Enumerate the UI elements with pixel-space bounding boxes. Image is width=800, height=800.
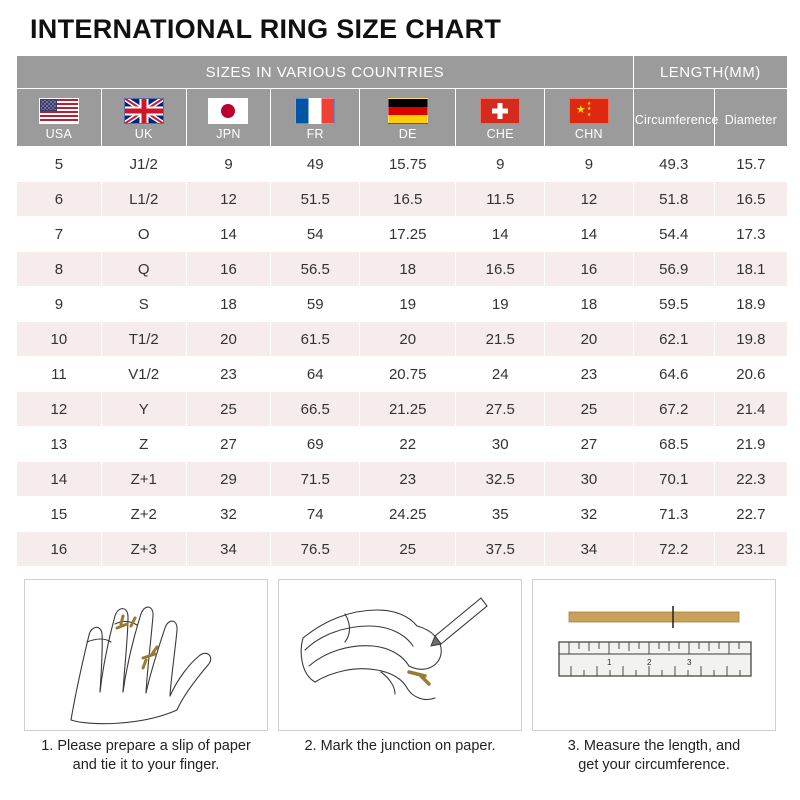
cell-jpn: 16 bbox=[186, 252, 271, 287]
cell-che: 11.5 bbox=[456, 182, 545, 217]
table-row bbox=[17, 182, 788, 217]
country-code-fr: FR bbox=[306, 126, 324, 141]
header-group-row bbox=[17, 56, 788, 89]
cell-diameter: 17.3 bbox=[714, 217, 787, 252]
cell-jpn: 12 bbox=[186, 182, 271, 217]
svg-text:3: 3 bbox=[687, 658, 692, 667]
cell-diameter: 18.1 bbox=[714, 252, 787, 287]
cell-de: 23 bbox=[360, 462, 456, 497]
column-header-uk bbox=[101, 89, 186, 147]
cell-fr: 69 bbox=[271, 427, 360, 462]
cell-uk: Z+2 bbox=[101, 497, 186, 532]
ruler-measuring-paper-illustration bbox=[532, 579, 776, 731]
page-title: INTERNATIONAL RING SIZE CHART bbox=[30, 14, 502, 44]
cell-che: 35 bbox=[456, 497, 545, 532]
cell-fr: 61.5 bbox=[271, 322, 360, 357]
cell-de: 22 bbox=[360, 427, 456, 462]
step-3 bbox=[532, 579, 776, 775]
cell-jpn: 14 bbox=[186, 217, 271, 252]
table-row bbox=[17, 322, 788, 357]
table-row bbox=[17, 532, 788, 567]
cell-diameter: 20.6 bbox=[714, 357, 787, 392]
step-2-line1: 2. Mark the junction on paper. bbox=[304, 738, 496, 754]
cell-che: 16.5 bbox=[456, 252, 545, 287]
cell-uk: Z bbox=[101, 427, 186, 462]
cell-circumference: 72.2 bbox=[633, 532, 714, 567]
svg-text:1: 1 bbox=[607, 658, 612, 667]
column-header-jpn bbox=[186, 89, 271, 147]
cell-jpn: 32 bbox=[186, 497, 271, 532]
cell-fr: 51.5 bbox=[271, 182, 360, 217]
cell-chn: 18 bbox=[545, 287, 634, 322]
cell-chn: 9 bbox=[545, 147, 634, 182]
cell-chn: 27 bbox=[545, 427, 634, 462]
china-flag-icon: ★ ★ ★ ★ bbox=[569, 98, 609, 124]
cell-usa: 13 bbox=[17, 427, 102, 462]
cell-jpn: 34 bbox=[186, 532, 271, 567]
header-group-length: LENGTH(MM) bbox=[633, 56, 787, 89]
country-code-uk: UK bbox=[134, 126, 153, 141]
cell-chn: 32 bbox=[545, 497, 634, 532]
cell-usa: 5 bbox=[17, 147, 102, 182]
cell-circumference: 54.4 bbox=[633, 217, 714, 252]
cell-fr: 49 bbox=[271, 147, 360, 182]
cell-uk: J1/2 bbox=[101, 147, 186, 182]
cell-circumference: 68.5 bbox=[633, 427, 714, 462]
cell-jpn: 23 bbox=[186, 357, 271, 392]
step-2 bbox=[278, 579, 522, 775]
usa-flag-icon bbox=[39, 98, 79, 124]
cell-circumference: 70.1 bbox=[633, 462, 714, 497]
cell-diameter: 23.1 bbox=[714, 532, 787, 567]
column-header-fr bbox=[271, 89, 360, 147]
cell-diameter: 16.5 bbox=[714, 182, 787, 217]
cell-uk: V1/2 bbox=[101, 357, 186, 392]
step-1-line1: 1. Please prepare a slip of paper bbox=[41, 738, 251, 754]
cell-de: 18 bbox=[360, 252, 456, 287]
cell-de: 19 bbox=[360, 287, 456, 322]
cell-circumference: 67.2 bbox=[633, 392, 714, 427]
cell-usa: 16 bbox=[17, 532, 102, 567]
table-row bbox=[17, 217, 788, 252]
cell-diameter: 18.9 bbox=[714, 287, 787, 322]
step-3-line2: get your circumference. bbox=[578, 757, 730, 773]
column-header-chn bbox=[545, 89, 634, 147]
cell-jpn: 25 bbox=[186, 392, 271, 427]
cell-circumference: 59.5 bbox=[633, 287, 714, 322]
instruction-steps bbox=[0, 567, 800, 775]
table-row bbox=[17, 427, 788, 462]
table-row bbox=[17, 497, 788, 532]
column-header-che bbox=[456, 89, 545, 147]
cell-de: 21.25 bbox=[360, 392, 456, 427]
uk-flag-icon bbox=[124, 98, 164, 124]
cell-jpn: 27 bbox=[186, 427, 271, 462]
country-code-usa: USA bbox=[45, 126, 73, 141]
table-row bbox=[17, 252, 788, 287]
cell-diameter: 22.7 bbox=[714, 497, 787, 532]
cell-usa: 10 bbox=[17, 322, 102, 357]
cell-che: 19 bbox=[456, 287, 545, 322]
cell-circumference: 56.9 bbox=[633, 252, 714, 287]
column-header-usa bbox=[17, 89, 102, 147]
cell-jpn: 20 bbox=[186, 322, 271, 357]
step-3-caption bbox=[532, 731, 776, 775]
germany-flag-icon bbox=[388, 98, 428, 124]
cell-uk: Z+3 bbox=[101, 532, 186, 567]
cell-chn: 23 bbox=[545, 357, 634, 392]
cell-che: 21.5 bbox=[456, 322, 545, 357]
cell-uk: Q bbox=[101, 252, 186, 287]
cell-fr: 59 bbox=[271, 287, 360, 322]
cell-usa: 8 bbox=[17, 252, 102, 287]
step-1 bbox=[24, 579, 268, 775]
cell-de: 20 bbox=[360, 322, 456, 357]
cell-de: 16.5 bbox=[360, 182, 456, 217]
cell-de: 24.25 bbox=[360, 497, 456, 532]
cell-fr: 74 bbox=[271, 497, 360, 532]
japan-flag-icon bbox=[208, 98, 248, 124]
cell-che: 30 bbox=[456, 427, 545, 462]
cell-uk: L1/2 bbox=[101, 182, 186, 217]
cell-circumference: 71.3 bbox=[633, 497, 714, 532]
step-1-line2: and tie it to your finger. bbox=[72, 757, 220, 773]
cell-chn: 16 bbox=[545, 252, 634, 287]
table-body bbox=[17, 147, 788, 567]
cell-uk: Z+1 bbox=[101, 462, 186, 497]
cell-diameter: 19.8 bbox=[714, 322, 787, 357]
switzerland-flag-icon bbox=[480, 98, 520, 124]
cell-usa: 11 bbox=[17, 357, 102, 392]
cell-circumference: 62.1 bbox=[633, 322, 714, 357]
cell-uk: T1/2 bbox=[101, 322, 186, 357]
cell-uk: S bbox=[101, 287, 186, 322]
svg-text:2: 2 bbox=[647, 658, 652, 667]
cell-chn: 20 bbox=[545, 322, 634, 357]
cell-chn: 14 bbox=[545, 217, 634, 252]
cell-diameter: 21.4 bbox=[714, 392, 787, 427]
step-3-line1: 3. Measure the length, and bbox=[567, 738, 741, 754]
header-group-countries: SIZES IN VARIOUS COUNTRIES bbox=[17, 56, 634, 89]
table-row bbox=[17, 287, 788, 322]
cell-jpn: 18 bbox=[186, 287, 271, 322]
cell-circumference: 51.8 bbox=[633, 182, 714, 217]
table-row bbox=[17, 147, 788, 182]
cell-de: 17.25 bbox=[360, 217, 456, 252]
cell-che: 9 bbox=[456, 147, 545, 182]
cell-diameter: 21.9 bbox=[714, 427, 787, 462]
cell-che: 32.5 bbox=[456, 462, 545, 497]
hand-marking-paper-illustration bbox=[278, 579, 522, 731]
cell-fr: 56.5 bbox=[271, 252, 360, 287]
cell-usa: 12 bbox=[17, 392, 102, 427]
cell-uk: Y bbox=[101, 392, 186, 427]
cell-fr: 71.5 bbox=[271, 462, 360, 497]
cell-jpn: 29 bbox=[186, 462, 271, 497]
cell-fr: 76.5 bbox=[271, 532, 360, 567]
ring-size-table bbox=[16, 55, 788, 567]
cell-usa: 15 bbox=[17, 497, 102, 532]
column-header-diameter: Diameter bbox=[714, 89, 787, 147]
hand-with-paper-strip-illustration bbox=[24, 579, 268, 731]
table-header bbox=[17, 56, 788, 147]
cell-circumference: 64.6 bbox=[633, 357, 714, 392]
country-code-chn: CHN bbox=[574, 126, 603, 141]
cell-de: 15.75 bbox=[360, 147, 456, 182]
cell-de: 20.75 bbox=[360, 357, 456, 392]
cell-chn: 34 bbox=[545, 532, 634, 567]
france-flag-icon bbox=[295, 98, 335, 124]
cell-fr: 54 bbox=[271, 217, 360, 252]
country-code-de: DE bbox=[398, 126, 417, 141]
cell-de: 25 bbox=[360, 532, 456, 567]
cell-che: 14 bbox=[456, 217, 545, 252]
cell-chn: 12 bbox=[545, 182, 634, 217]
cell-jpn: 9 bbox=[186, 147, 271, 182]
cell-usa: 6 bbox=[17, 182, 102, 217]
cell-usa: 9 bbox=[17, 287, 102, 322]
country-code-che: CHE bbox=[486, 126, 514, 141]
cell-diameter: 15.7 bbox=[714, 147, 787, 182]
cell-che: 27.5 bbox=[456, 392, 545, 427]
cell-che: 37.5 bbox=[456, 532, 545, 567]
country-code-jpn: JPN bbox=[216, 126, 241, 141]
table-row bbox=[17, 392, 788, 427]
step-2-caption bbox=[278, 731, 522, 756]
cell-chn: 30 bbox=[545, 462, 634, 497]
cell-che: 24 bbox=[456, 357, 545, 392]
cell-circumference: 49.3 bbox=[633, 147, 714, 182]
column-header-de bbox=[360, 89, 456, 147]
cell-fr: 64 bbox=[271, 357, 360, 392]
cell-usa: 7 bbox=[17, 217, 102, 252]
header-flag-row bbox=[17, 89, 788, 147]
cell-chn: 25 bbox=[545, 392, 634, 427]
cell-diameter: 22.3 bbox=[714, 462, 787, 497]
table-row bbox=[17, 357, 788, 392]
column-header-circumference: Circumference bbox=[633, 89, 714, 147]
cell-usa: 14 bbox=[17, 462, 102, 497]
cell-uk: O bbox=[101, 217, 186, 252]
step-1-caption bbox=[24, 731, 268, 775]
cell-fr: 66.5 bbox=[271, 392, 360, 427]
table-row bbox=[17, 462, 788, 497]
